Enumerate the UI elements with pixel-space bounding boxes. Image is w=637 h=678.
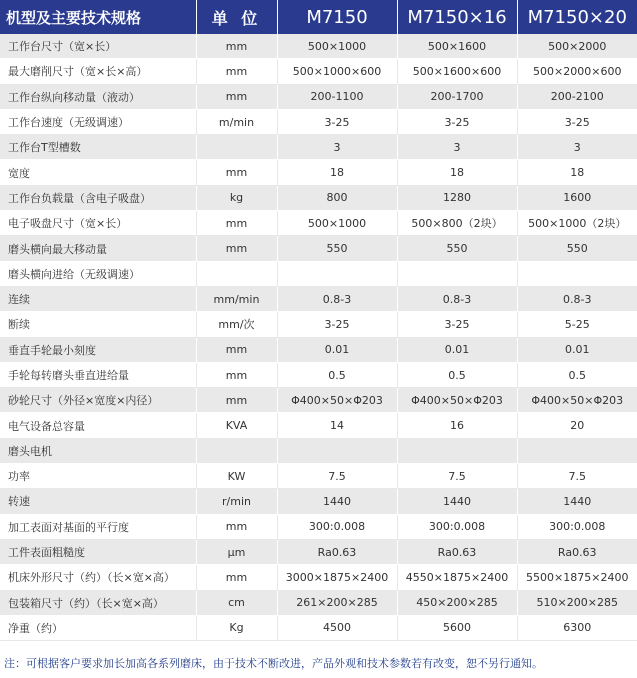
row-value-m7150x16: Ra0.63 [397, 539, 517, 564]
row-value-m7150x16 [397, 261, 517, 286]
table-row [0, 438, 637, 463]
row-unit-cell: mm [196, 84, 277, 109]
row-unit-cell: mm [196, 236, 277, 261]
table-row [0, 211, 637, 236]
table-row [0, 109, 637, 134]
row-value-m7150: 550 [277, 236, 397, 261]
table-row [0, 388, 637, 413]
table-row [0, 615, 637, 640]
row-value-m7150: 800 [277, 185, 397, 210]
header-model-1: M7150 [277, 0, 397, 34]
table-row [0, 489, 637, 514]
table-row [0, 185, 637, 210]
row-name-cell: 宽度 [0, 160, 196, 185]
row-value-m7150x16: 0.5 [397, 362, 517, 387]
row-name-cell: 断续 [0, 312, 196, 337]
row-unit-cell: mm [196, 514, 277, 539]
row-unit-cell: mm [196, 388, 277, 413]
table-row [0, 160, 637, 185]
row-unit-cell: mm [196, 565, 277, 590]
row-value-m7150x20: 20 [517, 413, 637, 438]
row-value-m7150x20: 0.5 [517, 362, 637, 387]
header-row [0, 0, 637, 34]
row-value-m7150x20: 1600 [517, 185, 637, 210]
row-value-m7150x20: 3 [517, 135, 637, 160]
row-value-m7150 [277, 261, 397, 286]
row-value-m7150x20: Φ400×50×Φ203 [517, 388, 637, 413]
row-name-cell: 净重（约） [0, 615, 196, 640]
row-name-cell: 工作台纵向移动量（液动） [0, 84, 196, 109]
row-value-m7150x20: 18 [517, 160, 637, 185]
row-name-cell: 机床外形尺寸（约）（长×宽×高） [0, 565, 196, 590]
row-value-m7150x16: 4550×1875×2400 [397, 565, 517, 590]
row-unit-cell: mm [196, 160, 277, 185]
row-value-m7150x16: 18 [397, 160, 517, 185]
header-spec: 机型及主要技术规格 [0, 0, 196, 34]
row-name-cell: 功率 [0, 464, 196, 489]
row-value-m7150x20: 500×2000 [517, 34, 637, 59]
header-model-2: M7150×16 [397, 0, 517, 34]
row-name-cell: 工作台速度（无级调速） [0, 109, 196, 134]
row-value-m7150: 261×200×285 [277, 590, 397, 615]
row-name-cell: 磨头横向最大移动量 [0, 236, 196, 261]
row-name-cell: 连续 [0, 286, 196, 311]
table-row [0, 539, 637, 564]
row-unit-cell: m/min [196, 109, 277, 134]
row-value-m7150: 500×1000 [277, 34, 397, 59]
row-name-cell: 包装箱尺寸（约）（长×宽×高） [0, 590, 196, 615]
row-value-m7150x16: 500×800（2块） [397, 211, 517, 236]
table-row [0, 286, 637, 311]
table-row [0, 59, 637, 84]
table-row [0, 413, 637, 438]
row-value-m7150: Φ400×50×Φ203 [277, 388, 397, 413]
row-value-m7150: 3-25 [277, 109, 397, 134]
row-value-m7150x20: 300:0.008 [517, 514, 637, 539]
row-value-m7150x16: 1280 [397, 185, 517, 210]
table-row [0, 34, 637, 59]
row-value-m7150: 4500 [277, 615, 397, 640]
row-value-m7150: 3-25 [277, 312, 397, 337]
row-value-m7150x20: 550 [517, 236, 637, 261]
row-name-cell: 工作台负载量（含电子吸盘） [0, 185, 196, 210]
row-value-m7150: 0.01 [277, 337, 397, 362]
row-unit-cell: mm/次 [196, 312, 277, 337]
row-value-m7150: 3000×1875×2400 [277, 565, 397, 590]
row-value-m7150: 0.5 [277, 362, 397, 387]
table-row [0, 337, 637, 362]
footnote: 注：可根据客户要求加长加高各系列磨床，由于技术不断改进，产品外观和技术参数若有改变，恕不另行通知。 [4, 657, 543, 670]
row-name-cell: 手轮每转磨头垂直进给量 [0, 362, 196, 387]
row-unit-cell [196, 438, 277, 463]
row-name-cell: 磨头电机 [0, 438, 196, 463]
table-row [0, 236, 637, 261]
row-name-cell: 最大磨削尺寸（宽×长×高） [0, 59, 196, 84]
row-value-m7150: Ra0.63 [277, 539, 397, 564]
row-value-m7150: 500×1000×600 [277, 59, 397, 84]
row-name-cell: 工作台尺寸（宽×长） [0, 34, 196, 59]
row-value-m7150x20: 0.8-3 [517, 286, 637, 311]
row-value-m7150x16: 0.01 [397, 337, 517, 362]
row-unit-cell: KVA [196, 413, 277, 438]
table-row [0, 514, 637, 539]
row-value-m7150x16: 500×1600×600 [397, 59, 517, 84]
row-unit-cell: cm [196, 590, 277, 615]
row-value-m7150x16: 3-25 [397, 109, 517, 134]
row-name-cell: 电气设备总容量 [0, 413, 196, 438]
row-unit-cell: r/min [196, 489, 277, 514]
row-name-cell: 转速 [0, 489, 196, 514]
row-unit-cell: mm [196, 337, 277, 362]
row-unit-cell: KW [196, 464, 277, 489]
row-unit-cell: Kg [196, 615, 277, 640]
row-value-m7150x16: 200-1700 [397, 84, 517, 109]
row-value-m7150x16: 5600 [397, 615, 517, 640]
row-value-m7150x20: 7.5 [517, 464, 637, 489]
row-unit-cell: μm [196, 539, 277, 564]
row-value-m7150x20: 510×200×285 [517, 590, 637, 615]
row-unit-cell: mm [196, 362, 277, 387]
row-unit-cell: kg [196, 185, 277, 210]
row-name-cell: 工件表面粗糙度 [0, 539, 196, 564]
row-value-m7150x20: 500×2000×600 [517, 59, 637, 84]
row-value-m7150x20: 6300 [517, 615, 637, 640]
row-value-m7150x16: 3-25 [397, 312, 517, 337]
row-name-cell: 砂轮尺寸（外径×宽度×内径） [0, 388, 196, 413]
row-value-m7150: 7.5 [277, 464, 397, 489]
row-unit-cell: mm [196, 34, 277, 59]
table-row [0, 312, 637, 337]
table-row [0, 464, 637, 489]
row-unit-cell [196, 135, 277, 160]
header-model-3: M7150×20 [517, 0, 637, 34]
row-value-m7150x20 [517, 438, 637, 463]
row-value-m7150: 200-1100 [277, 84, 397, 109]
row-value-m7150x16: 550 [397, 236, 517, 261]
row-value-m7150x16: 500×1600 [397, 34, 517, 59]
row-value-m7150: 3 [277, 135, 397, 160]
row-name-cell: 电子吸盘尺寸（宽×长） [0, 211, 196, 236]
row-value-m7150x16: Φ400×50×Φ203 [397, 388, 517, 413]
row-value-m7150x20: 1440 [517, 489, 637, 514]
row-value-m7150x20: 0.01 [517, 337, 637, 362]
row-value-m7150: 300:0.008 [277, 514, 397, 539]
row-value-m7150: 18 [277, 160, 397, 185]
row-value-m7150x16: 3 [397, 135, 517, 160]
row-value-m7150x16: 7.5 [397, 464, 517, 489]
table-row [0, 590, 637, 615]
row-value-m7150x16: 16 [397, 413, 517, 438]
row-unit-cell: mm [196, 211, 277, 236]
row-value-m7150: 1440 [277, 489, 397, 514]
row-value-m7150 [277, 438, 397, 463]
table-row [0, 84, 637, 109]
row-value-m7150x20: 3-25 [517, 109, 637, 134]
row-name-cell: 垂直手轮最小刻度 [0, 337, 196, 362]
table-row [0, 565, 637, 590]
row-value-m7150: 0.8-3 [277, 286, 397, 311]
table-row [0, 261, 637, 286]
row-name-cell: 磨头横向进给（无级调速） [0, 261, 196, 286]
row-value-m7150x20 [517, 261, 637, 286]
spec-table-body [0, 34, 637, 641]
row-unit-cell: mm/min [196, 286, 277, 311]
row-value-m7150: 500×1000 [277, 211, 397, 236]
row-value-m7150x20: 5500×1875×2400 [517, 565, 637, 590]
row-value-m7150x16 [397, 438, 517, 463]
row-value-m7150x16: 300:0.008 [397, 514, 517, 539]
header-unit: 单 位 [196, 0, 277, 34]
row-name-cell: 加工表面对基面的平行度 [0, 514, 196, 539]
row-value-m7150: 14 [277, 413, 397, 438]
table-row [0, 135, 637, 160]
table-row [0, 362, 637, 387]
row-name-cell: 工作台T型槽数 [0, 135, 196, 160]
row-value-m7150x20: Ra0.63 [517, 539, 637, 564]
row-value-m7150x16: 1440 [397, 489, 517, 514]
row-value-m7150x20: 200-2100 [517, 84, 637, 109]
row-unit-cell: mm [196, 59, 277, 84]
row-value-m7150x20: 5-25 [517, 312, 637, 337]
row-value-m7150x16: 450×200×285 [397, 590, 517, 615]
row-value-m7150x16: 0.8-3 [397, 286, 517, 311]
row-unit-cell [196, 261, 277, 286]
row-value-m7150x20: 500×1000（2块） [517, 211, 637, 236]
